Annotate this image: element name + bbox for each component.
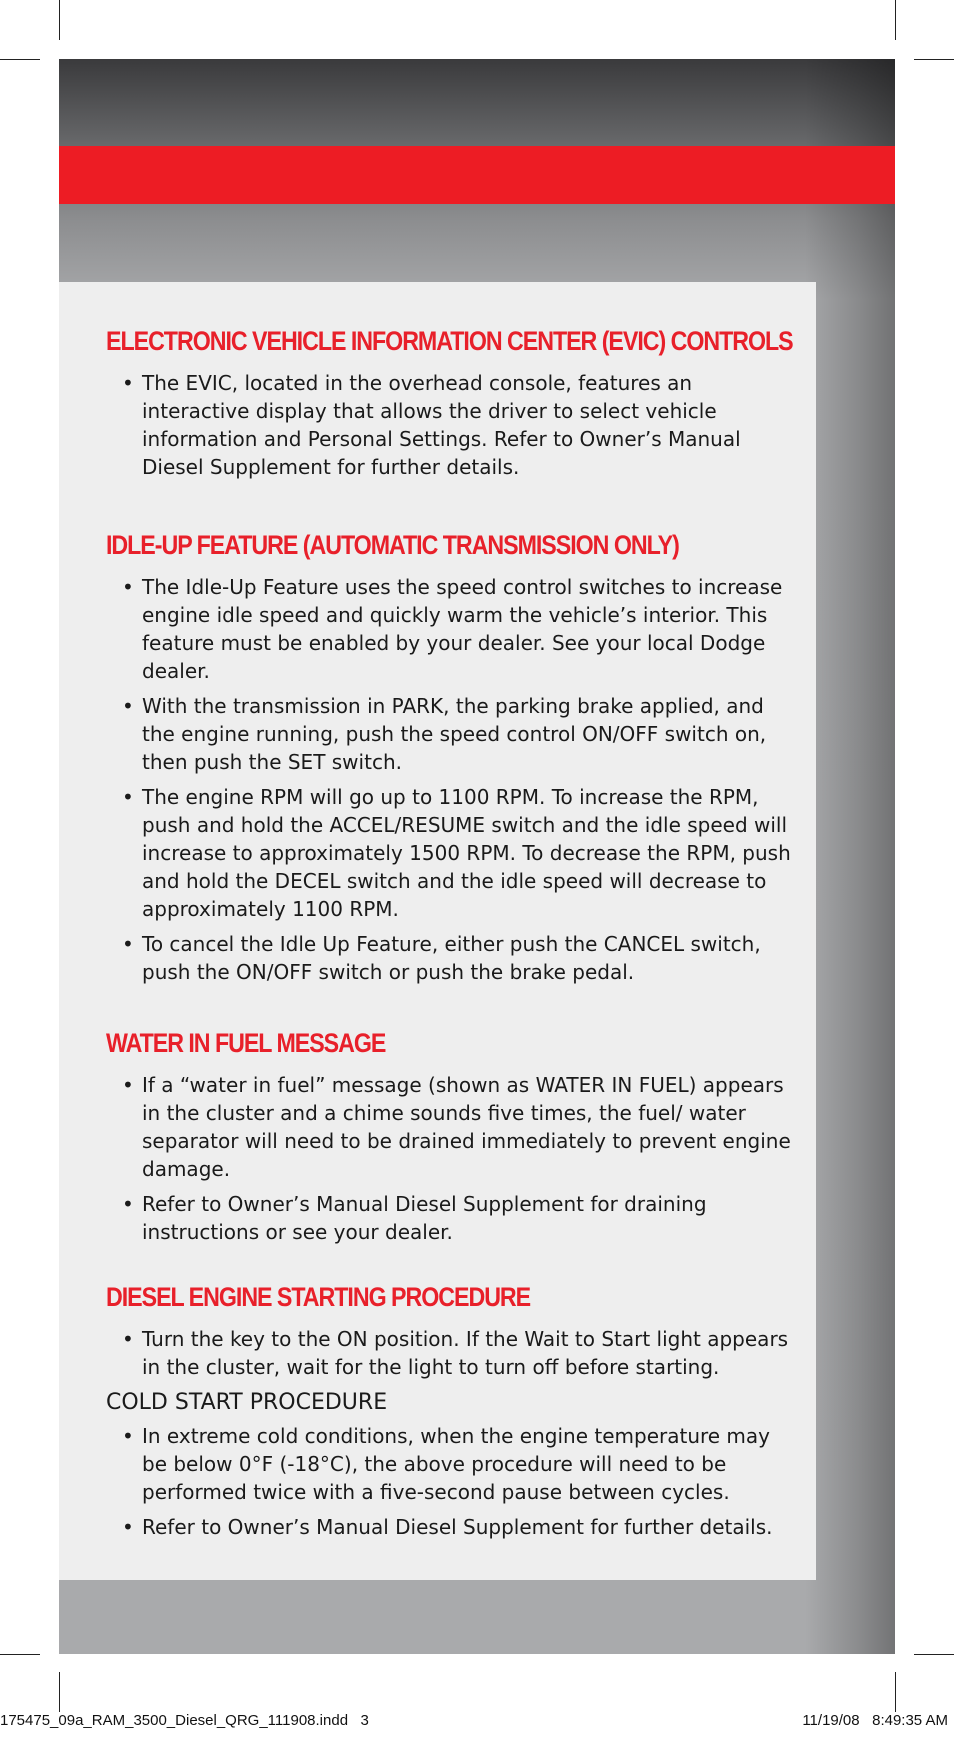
bullet-item: • Turn the key to the ON position. If the Wait to Start light appears in the cluster, wait for the light to turn off before starting.: [106, 1325, 796, 1381]
bullet-item: • The Idle-Up Feature uses the speed control switches to increase engine idle speed and quickly warm the vehicle’s interior. This feature must be enabled by your dealer. See your local Dodge dealer.: [106, 573, 796, 685]
bullet-list: [106, 1422, 796, 1541]
bullet-item: • If a “water in fuel” message (shown as WATER IN FUEL) appears in the cluster and a chime sounds five times, the fuel/ water separator will need to be drained immediately to prevent engine damage.: [106, 1071, 796, 1183]
bullet-item: • Refer to Owner’s Manual Diesel Supplement for further details.: [106, 1513, 796, 1541]
crop-mark: [59, 0, 60, 40]
crop-mark: [895, 0, 896, 40]
bullet-item: • Refer to Owner’s Manual Diesel Supplement for draining instructions or see your dealer.: [106, 1190, 796, 1246]
crop-mark: [895, 1672, 896, 1712]
content-area: [59, 282, 816, 1580]
footer-timestamp: 11/19/08 8:49:35 AM: [802, 1712, 948, 1729]
bullet-item: • The EVIC, located in the overhead console, features an interactive display that allows the driver to select vehicle information and Personal Settings. Refer to Owner’s Manual Diesel Supplement for further details.: [106, 369, 796, 481]
bullet-item: • In extreme cold conditions, when the engine temperature may be below 0°F (-18°C), the above procedure will need to be performed twice with a five-second pause between cycles.: [106, 1422, 796, 1506]
bullet-item: • The engine RPM will go up to 1100 RPM. To increase the RPM, push and hold the ACCEL/RESUME switch and the idle speed will increase to approximately 1500 RPM. To decrease the RPM, push and hold the DECEL switch and the idle speed will decrease to approximately 1100 RPM.: [106, 783, 796, 923]
section-title: DIESEL ENGINE STARTING PROCEDURE: [106, 1282, 531, 1312]
section-title: IDLE-UP FEATURE (AUTOMATIC TRANSMISSION ONLY): [106, 530, 679, 560]
panel-shadow: [805, 59, 895, 1654]
crop-mark: [914, 1654, 954, 1655]
bullet-item: • To cancel the Idle Up Feature, either push the CANCEL switch, push the ON/OFF switch or push the brake pedal.: [106, 930, 796, 986]
crop-mark: [0, 59, 40, 60]
page-panel: [59, 59, 895, 1654]
crop-mark: [59, 1672, 60, 1712]
section-evic: [106, 326, 796, 488]
bullet-list: [106, 1071, 796, 1246]
footer-filename: 175475_09a_RAM_3500_Diesel_QRG_111908.indd 3: [0, 1712, 369, 1729]
bullet-item: • With the transmission in PARK, the parking brake applied, and the engine running, push the speed control ON/OFF switch on, then push the SET switch.: [106, 692, 796, 776]
section-title: WATER IN FUEL MESSAGE: [106, 1028, 386, 1058]
bullet-list: [106, 369, 796, 481]
section-diesel-starting: [106, 1282, 796, 1548]
section-idle-up: [106, 530, 796, 993]
crop-mark: [0, 1654, 40, 1655]
header-red-band: [59, 146, 895, 204]
section-title: ELECTRONIC VEHICLE INFORMATION CENTER (EVIC) CONTROLS: [106, 326, 793, 356]
section-water-in-fuel: [106, 1028, 796, 1253]
bullet-list: [106, 1325, 796, 1381]
subheading: COLD START PROCEDURE: [106, 1390, 388, 1415]
crop-mark: [914, 59, 954, 60]
bullet-list: [106, 573, 796, 986]
